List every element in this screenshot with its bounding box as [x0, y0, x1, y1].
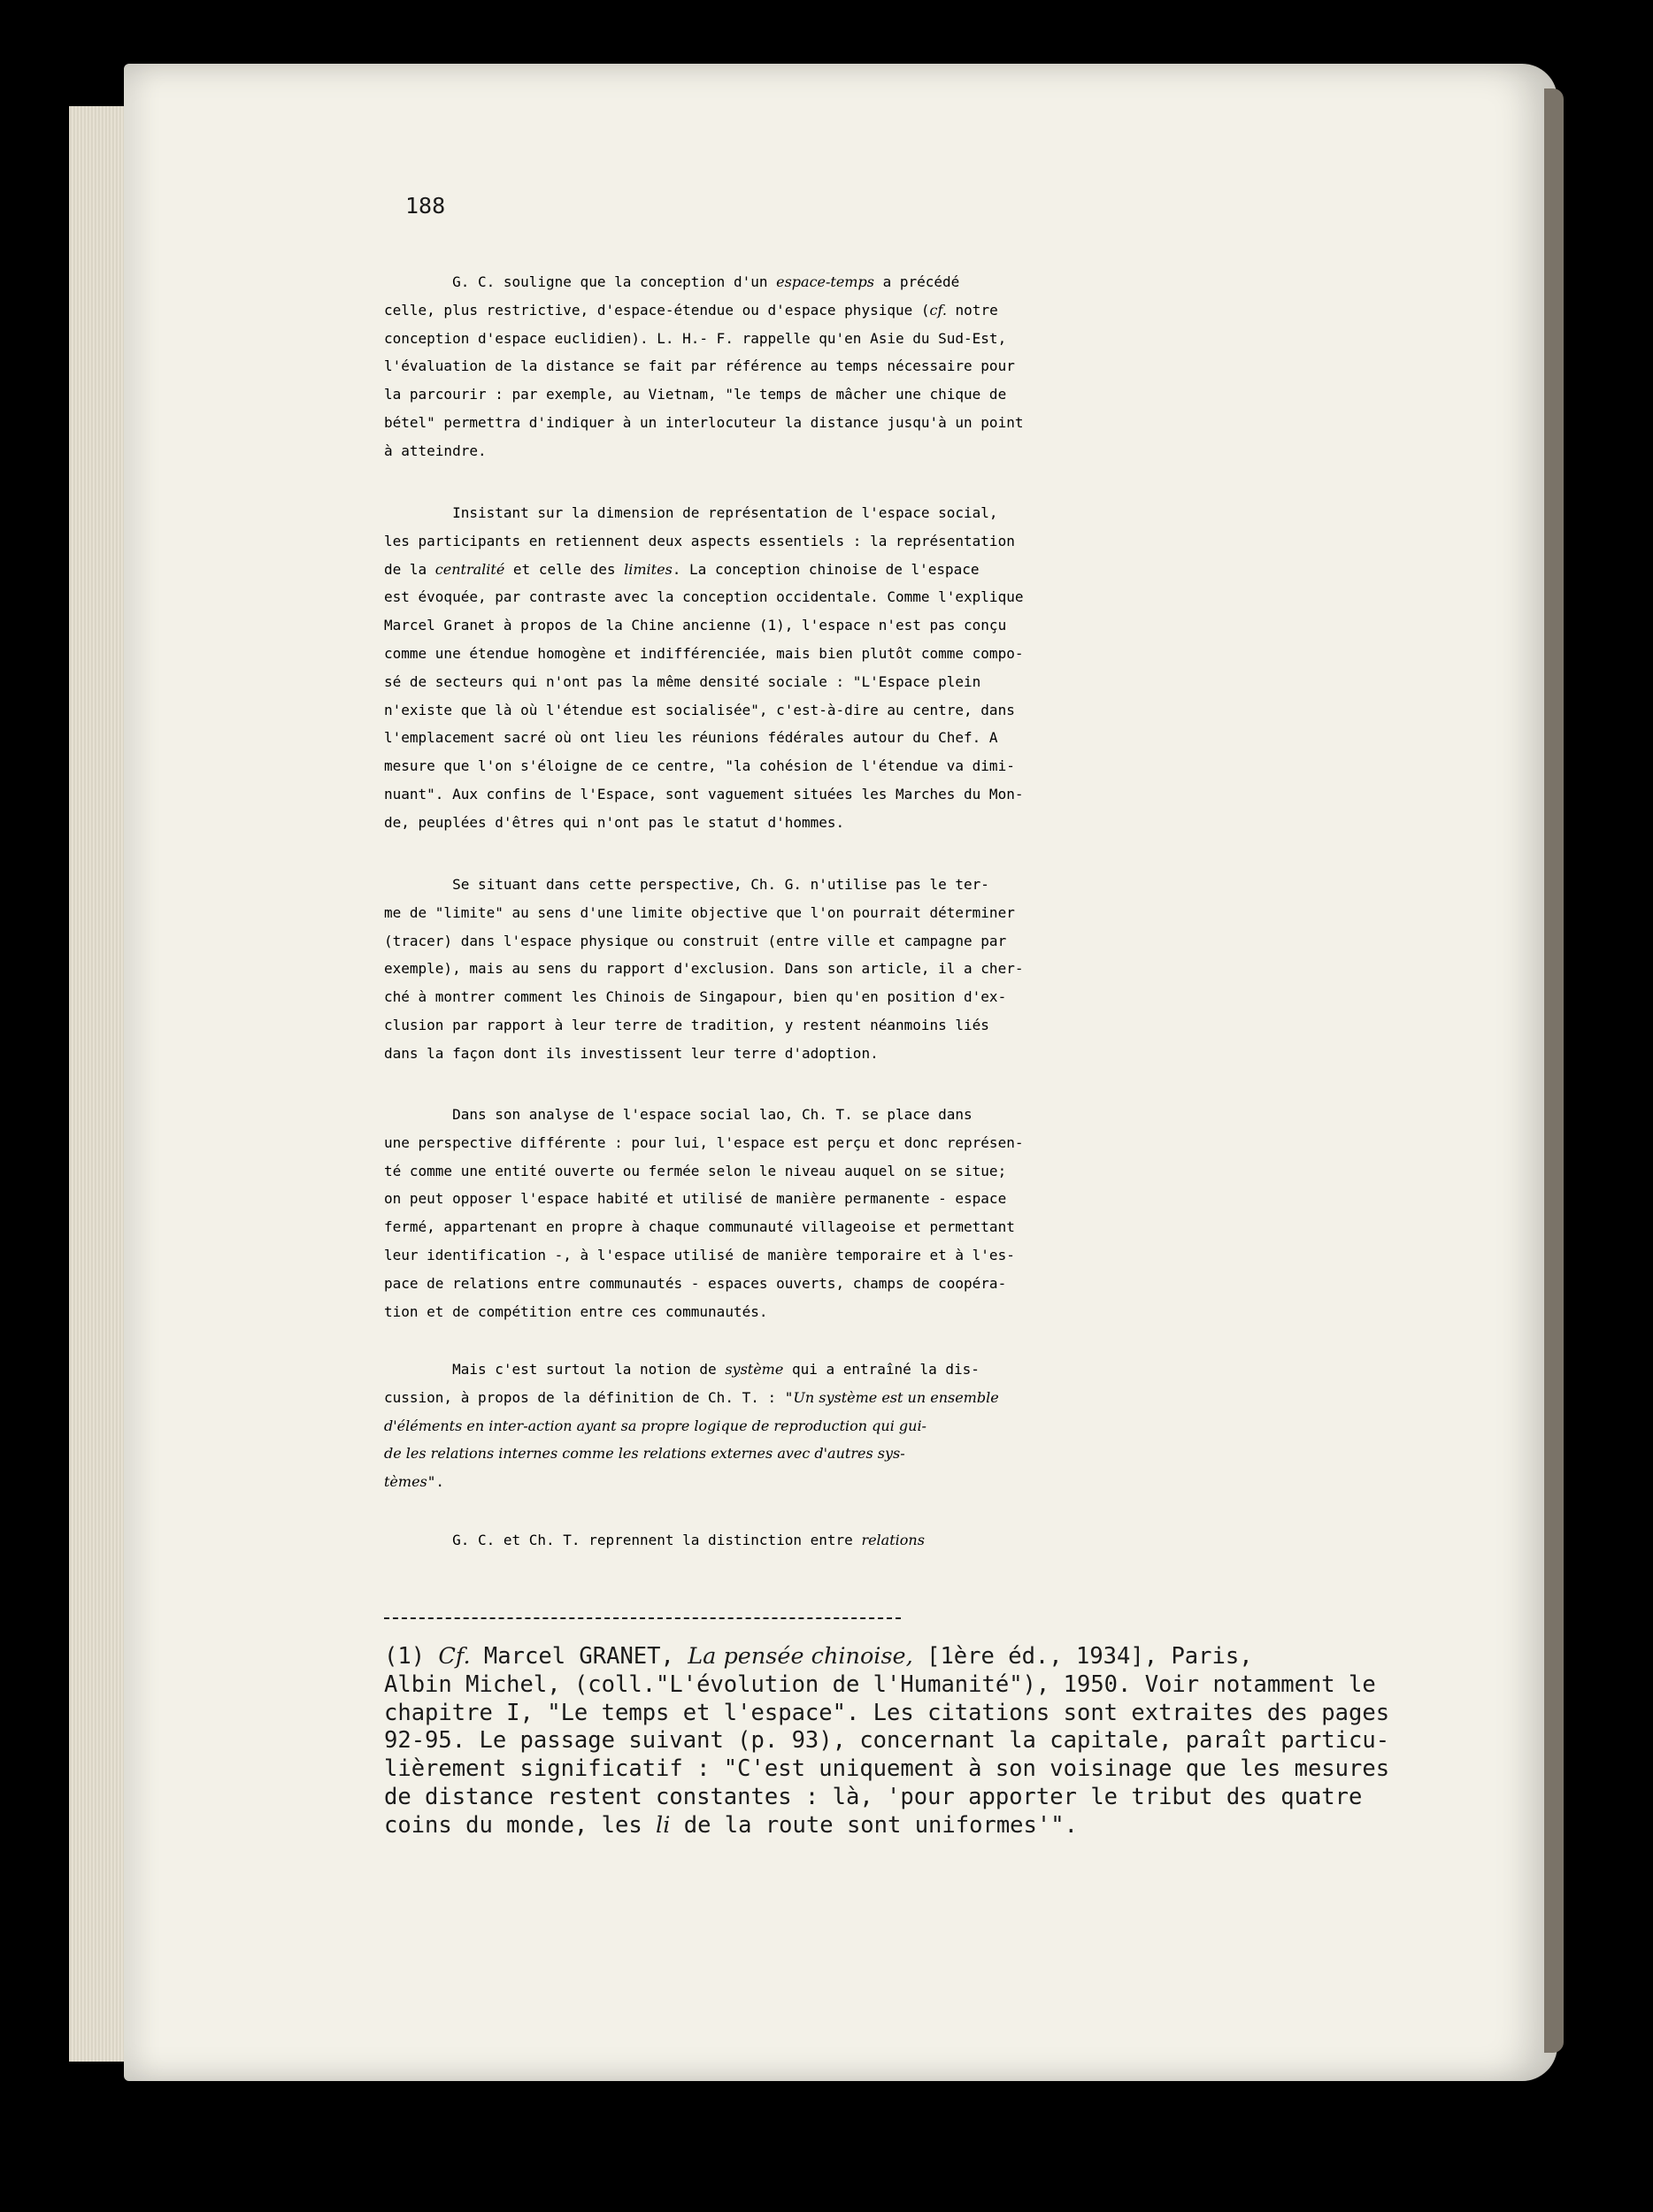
text-run: qui a entraîné la dis- — [783, 1361, 980, 1378]
text-run: coins du monde, les — [384, 1811, 657, 1839]
text-run: Albin Michel, (coll."L'évolution de l'Humanité"), 1950. Voir notamment le — [384, 1671, 1376, 1698]
text-run: l'emplacement sacré où ont lieu les réunions fédérales autour du Chef. A — [384, 729, 998, 747]
text-run: notre — [946, 301, 998, 319]
footnote-line — [384, 1700, 1467, 1728]
text-run: exemple), mais au sens du rapport d'exclusion. Dans son article, il a cher- — [384, 960, 1024, 978]
text-run: une perspective différente : pour lui, l'espace est perçu et donc représen- — [384, 1133, 1024, 1151]
paragraph-line — [384, 1247, 1467, 1275]
text-run: de distance restent constantes : là, 'pour apporter le tribut des quatre — [384, 1783, 1363, 1810]
text-run: mesure que l'on s'éloigne de ce centre, "la cohésion de l'étendue va dimi- — [384, 757, 1015, 775]
text-run: bétel" permettra d'indiquer à un interlocuteur la distance jusqu'à un point — [384, 413, 1024, 431]
italic-text: Un système est un ensemble — [793, 1388, 999, 1406]
paragraph-line — [384, 1303, 1467, 1332]
text-run: est évoquée, par contraste avec la conception occidentale. Comme l'explique — [384, 588, 1024, 606]
paragraph-2 — [384, 504, 1467, 842]
footnote-separator — [384, 1617, 901, 1619]
italic-text: espace-temps — [776, 273, 874, 290]
footnote-line — [384, 1812, 1467, 1840]
text-run: ". — [427, 1473, 445, 1491]
text-run: Marcel GRANET, — [470, 1643, 688, 1670]
text-run: Mais c'est surtout la notion de — [384, 1361, 726, 1378]
paragraph-line — [384, 814, 1467, 842]
italic-text: cf. — [929, 301, 947, 319]
text-run: fermé, appartenant en propre à chaque communauté villageoise et permettant — [384, 1218, 1015, 1236]
text-run: me de "limite" au sens d'une limite objective que l'on pourrait déterminer — [384, 903, 1015, 921]
paragraph-line — [384, 1218, 1467, 1247]
paragraph-line — [384, 757, 1467, 786]
text-run: dans la façon dont ils investissent leur terre d'adoption. — [384, 1044, 879, 1062]
paragraph-line — [384, 702, 1467, 730]
italic-text: li — [656, 1811, 671, 1839]
text-run: pace de relations entre communautés - espaces ouverts, champs de coopéra- — [384, 1274, 1007, 1292]
italic-text: centralité — [434, 560, 505, 578]
paragraph-line — [384, 386, 1467, 414]
paragraph-line — [384, 1473, 1467, 1502]
text-run: nuant". Aux confins de l'Espace, sont vaguement situées les Marches du Mon- — [384, 785, 1024, 803]
text-run: ché à montrer comment les Chinois de Singapour, bien qu'en position d'ex- — [384, 988, 1007, 1006]
paragraph-line — [384, 1389, 1467, 1417]
paragraph-line — [384, 302, 1467, 330]
text-run: les participants en retiennent deux aspects essentiels : la représentation — [384, 532, 1015, 549]
text-run: Insistant sur la dimension de représentation de l'espace social, — [384, 504, 998, 521]
footnote-line — [384, 1643, 1467, 1671]
paragraph-line — [384, 1445, 1467, 1473]
footnote — [384, 1643, 1467, 1840]
paragraph-line — [384, 1163, 1467, 1191]
paragraph-line — [384, 504, 1467, 533]
text-run: on peut opposer l'espace habité et utilisé de manière permanente - espace — [384, 1190, 1007, 1208]
text-run: la parcourir : par exemple, au Vietnam, "le temps de mâcher une chique de — [384, 386, 1007, 403]
footnote-line — [384, 1671, 1467, 1700]
italic-text: La pensée chinoise, — [688, 1643, 913, 1670]
text-run: leur identification -, à l'espace utilisé de manière temporaire et à l'es- — [384, 1246, 1015, 1263]
paragraph-3 — [384, 876, 1467, 1073]
text-run: té comme une entité ouverte ou fermée selon le niveau auquel on se situe; — [384, 1162, 1007, 1179]
paragraph-line — [384, 588, 1467, 617]
italic-text: système — [725, 1361, 784, 1378]
footnote-line — [384, 1755, 1467, 1784]
text-run: de, peuplées d'êtres qui n'ont pas le statut d'hommes. — [384, 813, 845, 831]
italic-text: Cf. — [438, 1643, 471, 1670]
text-run: n'existe que là où l'étendue est socialisée", c'est-à-dire au centre, dans — [384, 701, 1015, 718]
text-run: G. C. souligne que la conception d'un — [384, 273, 777, 290]
paragraph-6 — [384, 1532, 1467, 1560]
paragraph-line — [384, 1134, 1467, 1163]
page-right-edge — [1544, 88, 1564, 2053]
paragraph-line — [384, 330, 1467, 358]
italic-text: relations — [861, 1532, 925, 1548]
text-run: de la — [384, 560, 435, 578]
paragraph-line — [384, 442, 1467, 471]
text-run: (1) — [384, 1643, 439, 1670]
text-run: lièrement significatif : "C'est uniquement à son voisinage que les mesures — [384, 1755, 1390, 1783]
paragraph-line — [384, 1532, 1467, 1560]
paragraph-line — [384, 1106, 1467, 1134]
paragraph-4 — [384, 1106, 1467, 1331]
footnote-line — [384, 1727, 1467, 1755]
paragraph-line — [384, 645, 1467, 673]
text-run: (tracer) dans l'espace physique ou construit (entre ville et campagne par — [384, 932, 1007, 949]
text-run: tion et de compétition entre ces communautés. — [384, 1302, 768, 1320]
paragraph-line — [384, 729, 1467, 757]
text-run: clusion par rapport à leur terre de tradition, y restent néanmoins liés — [384, 1016, 989, 1033]
paragraph-line — [384, 561, 1467, 589]
text-run: [1ère éd., 1934], Paris, — [912, 1643, 1253, 1670]
paragraph-line — [384, 673, 1467, 702]
italic-text: tèmes — [384, 1473, 427, 1491]
text-run: Dans son analyse de l'espace social lao, Ch. T. se place dans — [384, 1106, 973, 1123]
paragraph-line — [384, 617, 1467, 645]
text-run: . La conception chinoise de l'espace — [672, 560, 980, 578]
paragraph-1 — [384, 273, 1467, 471]
paragraph-5 — [384, 1361, 1467, 1502]
text-run: à atteindre. — [384, 442, 487, 459]
text-run: comme une étendue homogène et indifférenciée, mais bien plutôt comme compo- — [384, 644, 1024, 662]
paragraph-line — [384, 357, 1467, 386]
text-run: sé de secteurs qui n'ont pas la même densité sociale : "L'Espace plein — [384, 672, 981, 690]
page-number: 188 — [405, 193, 446, 219]
paragraph-line — [384, 414, 1467, 442]
paragraph-line — [384, 988, 1467, 1017]
text-run: Marcel Granet à propos de la Chine ancienne (1), l'espace n'est pas conçu — [384, 617, 1007, 634]
paragraph-line — [384, 1361, 1467, 1389]
italic-text: d'éléments en inter-action ayant sa propre logique de reproduction qui gui- — [384, 1417, 926, 1434]
paragraph-line — [384, 1017, 1467, 1045]
paragraph-line — [384, 960, 1467, 988]
paragraph-line — [384, 273, 1467, 302]
text-run: et celle des — [504, 560, 625, 578]
text-run: 92-95. Le passage suivant (p. 93), concernant la capitale, paraît particu- — [384, 1727, 1390, 1755]
text-run: celle, plus restrictive, d'espace-étendue ou d'espace physique ( — [384, 301, 930, 319]
paragraph-line — [384, 1190, 1467, 1218]
paragraph-line — [384, 904, 1467, 933]
text-run: conception d'espace euclidien). L. H.- F. rappelle qu'en Asie du Sud-Est, — [384, 329, 1007, 347]
text-run: cussion, à propos de la définition de Ch. T. : " — [384, 1388, 794, 1406]
text-run: l'évaluation de la distance se fait par référence au temps nécessaire pour — [384, 357, 1015, 375]
text-run: chapitre I, "Le temps et l'espace". Les citations sont extraites des pages — [384, 1699, 1390, 1726]
italic-text: limites — [624, 560, 673, 578]
text-run: de la route sont uniformes'". — [670, 1811, 1078, 1839]
footnote-line — [384, 1784, 1467, 1812]
paragraph-line — [384, 933, 1467, 961]
paragraph-line — [384, 1275, 1467, 1303]
text-run: a précédé — [873, 273, 960, 290]
paragraph-line — [384, 533, 1467, 561]
text-run: G. C. et Ch. T. reprennent la distinction entre — [384, 1532, 862, 1548]
paragraph-line — [384, 1045, 1467, 1073]
italic-text: de les relations internes comme les relations externes avec d'autres sys- — [384, 1445, 905, 1463]
text-run: Se situant dans cette perspective, Ch. G. n'utilise pas le ter- — [384, 876, 989, 893]
paragraph-line — [384, 1417, 1467, 1446]
paragraph-line — [384, 876, 1467, 904]
paragraph-line — [384, 786, 1467, 814]
